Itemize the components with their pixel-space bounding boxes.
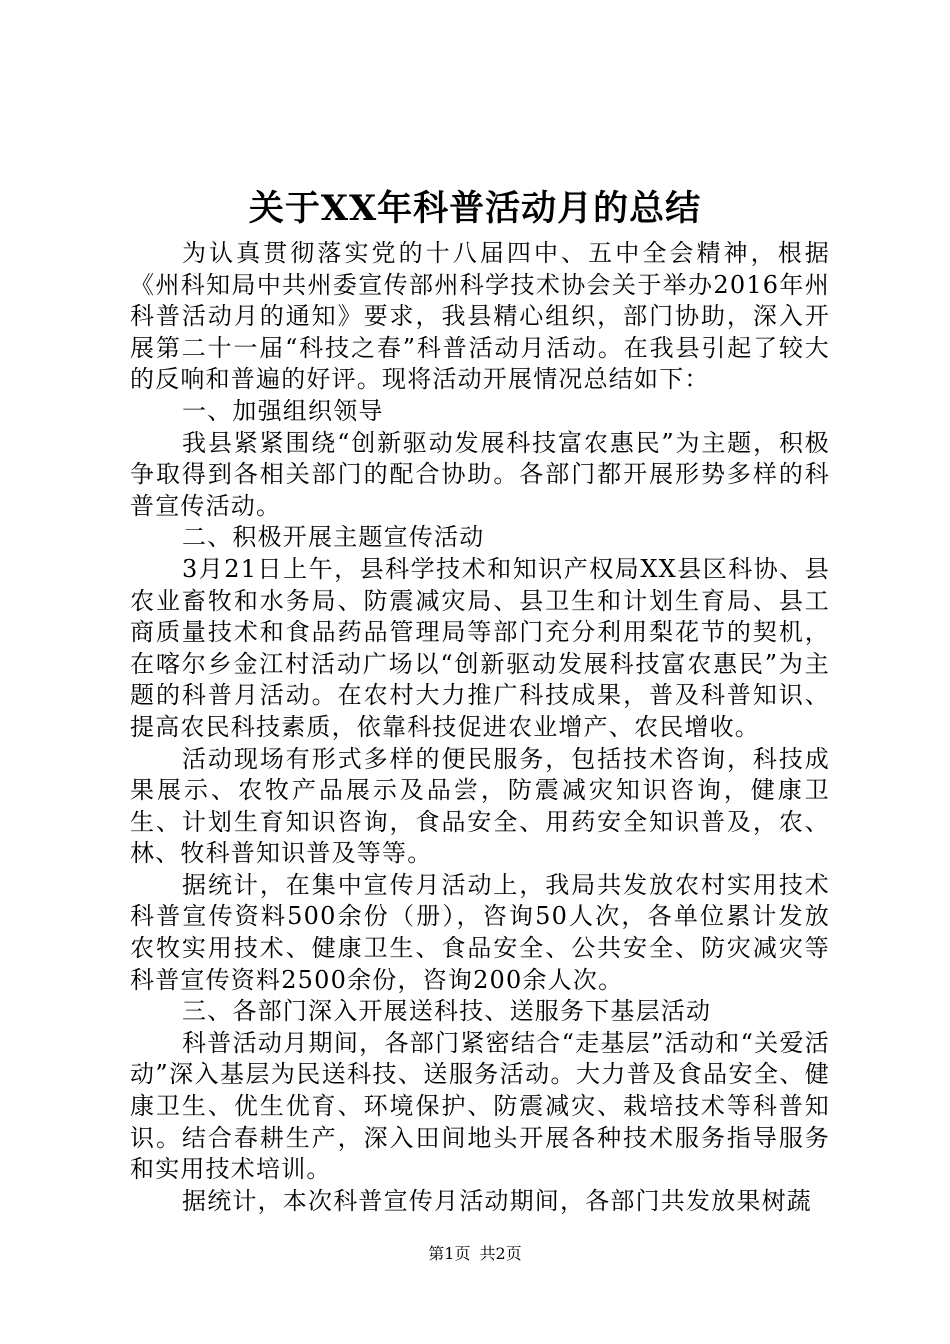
section-heading-1: 一、加强组织领导 [182, 396, 384, 425]
paragraph-4: 据统计，在集中宣传月活动上，我局共发放农村实用技术科普宣传资料500余份（册），咨询50人次，各单位累计发放农牧实用技术、健康卫生、食品安全、公共安全、防灾减灾等科普宣传资料2500余份，咨询200余人次。 [130, 870, 830, 994]
paragraph-6: 据统计，本次科普宣传月活动期间，各部门共发放果树蔬 [182, 1186, 812, 1215]
document-title: 关于XX年科普活动月的总结 [248, 188, 702, 229]
section-heading-2: 二、积极开展主题宣传活动 [182, 523, 485, 552]
page-number: 第1页 [428, 1244, 471, 1263]
paragraph-5: 科普活动月期间，各部门紧密结合“走基层”活动和“关爱活动”深入基层为民送科技、送服务活动。大力普及食品安全、健康卫生、优生优育、环境保护、防震减灾、栽培技术等科普知识。结合春耕生产，深入田间地头开展各种技术服务指导服务和实用技术培训。 [130, 1028, 830, 1184]
paragraph-intro: 为认真贯彻落实党的十八届四中、五中全会精神，根据《州科知局中共州委宣传部州科学技术协会关于举办2016年州科普活动月的通知》要求，我县精心组织，部门协助，深入开展第二十一届“科技之春”科普活动月活动。在我县引起了较大的反响和普遍的好评。现将活动开展情况总结如下： [130, 239, 830, 394]
paragraph-3: 活动现场有形式多样的便民服务，包括技术咨询，科技成果展示、农牧产品展示及品尝，防震减灾知识咨询，健康卫生、计划生育知识咨询，食品安全、用药安全知识普及，农、林、牧科普知识普及等等。 [130, 744, 830, 868]
paragraph-2: 3月21日上午，县科学技术和知识产权局XX县区科协、县农业畜牧和水务局、防震减灾局、县卫生和计划生育局、县工商质量技术和食品药品管理局等部门充分利用梨花节的契机，在喀尔乡金江村活动广场以“创新驱动发展科技富农惠民”为主题的科普月活动。在农村大力推广科技成果，普及科普知识、提高农民科技素质，依靠科技促进农业增产、农民增收。 [130, 554, 830, 741]
page-total: 共2页 [479, 1244, 522, 1263]
paragraph-1: 我县紧紧围绕“创新驱动发展科技富农惠民”为主题，积极争取得到各相关部门的配合协助。各部门都开展形势多样的科普宣传活动。 [130, 428, 830, 520]
document-body [130, 238, 830, 1217]
section-heading-3: 三、各部门深入开展送科技、送服务下基层活动 [182, 997, 712, 1026]
page-footer [0, 1242, 950, 1266]
